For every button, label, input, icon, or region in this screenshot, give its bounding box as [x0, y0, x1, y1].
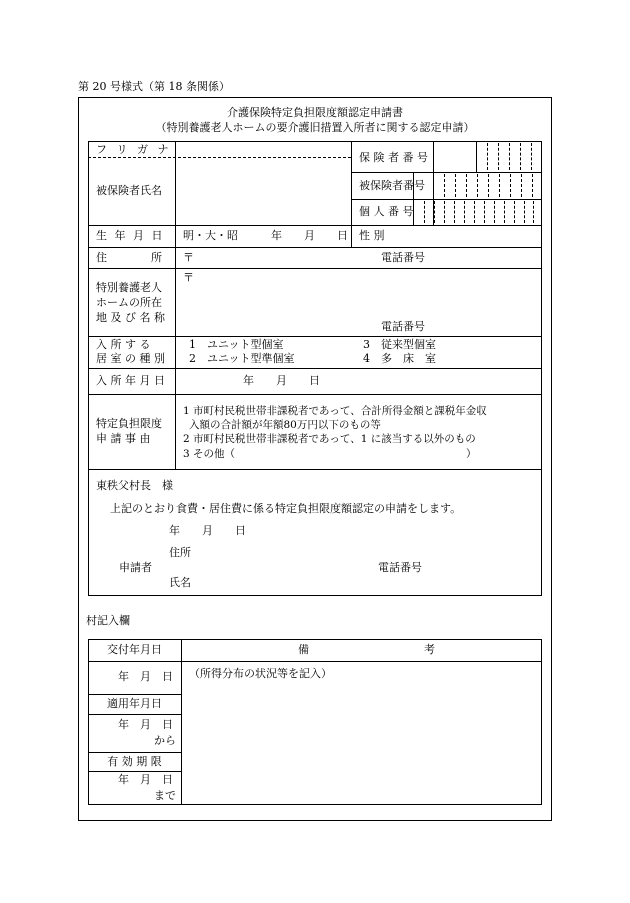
apply-date-value: 年 月 日 — [118, 718, 173, 731]
admission-date-label: 入 所 年 月 日 — [96, 374, 165, 387]
addressee: 東秩父村長 様 — [96, 479, 173, 492]
applicant-phone-label: 電話番号 — [378, 561, 422, 574]
validity-label: 有 効 期 限 — [107, 755, 162, 768]
room-option-multi-bed: 4 多 床 室 — [363, 352, 436, 365]
apply-from-label: から — [154, 734, 176, 747]
birth-date-label: 生 年 月 日 — [96, 229, 165, 242]
applicant-name-label: 氏名 — [169, 576, 191, 589]
validity-date-value: 年 月 日 — [118, 773, 173, 786]
declaration-date: 年 月 日 — [169, 524, 246, 537]
reason-1: 1 市町村民税世帯非課税者であって、合計所得金額と課税年金収 — [183, 405, 487, 417]
admission-date-value: 年 月 日 — [243, 374, 320, 387]
insurer-number-label: 保 険 者 番 号 — [359, 151, 428, 164]
reason-3: 3 その他（ ） — [183, 448, 477, 460]
room-option-unit-private: 1 ユニット型個室 — [189, 338, 284, 351]
facility-label-1: 特別養護老人 — [96, 281, 162, 294]
facility-label-3: 地 及 び 名 称 — [96, 311, 165, 324]
form-title: 介護保険特定負担限度額認定申請書 — [227, 106, 403, 119]
form-subtitle: （特別養護老人ホームの要介護旧措置入所者に関する認定申請） — [155, 121, 475, 134]
room-type-label-2: 居 室 の 種 別 — [96, 352, 165, 365]
postal-mark: 〒 — [183, 251, 194, 264]
apply-date-label: 適用年月日 — [107, 697, 162, 710]
personal-number-label: 個 人 番 号 — [359, 205, 414, 218]
facility-postal-mark: 〒 — [183, 271, 194, 284]
room-type-label-1: 入 所 す る — [96, 338, 151, 351]
facility-label-2: ホームの所在 — [96, 296, 162, 309]
form-number: 第 20 号様式（第 18 条関係） — [78, 80, 230, 93]
room-option-conventional-private: 3 従来型個室 — [363, 338, 436, 351]
reason-1-cont: 入額の合計額が年額80万円以下のもの等 — [189, 419, 381, 431]
remarks-label-1: 備 — [298, 643, 309, 656]
issue-date-value: 年 月 日 — [118, 670, 173, 683]
reason-2: 2 市町村民税世帯非課税者であって、1 に該当する以外のもの — [183, 433, 476, 445]
address-phone-label: 電話番号 — [381, 251, 425, 264]
sex-label: 性 別 — [359, 229, 385, 242]
remarks-label-2: 考 — [424, 643, 435, 656]
remarks-note: （所得分布の状況等を記入） — [189, 667, 332, 680]
room-option-unit-semi-private: 2 ユニット型準個室 — [189, 352, 295, 365]
birth-date-value: 明・大・昭 年 月 日 — [183, 229, 348, 242]
village-section-heading: 村記入欄 — [86, 614, 130, 627]
facility-phone-label: 電話番号 — [381, 320, 425, 333]
furigana-label: フ リ ガ ナ — [96, 143, 172, 156]
address-label: 住 所 — [96, 251, 162, 264]
validity-until-label: まで — [154, 789, 176, 802]
insured-number-label: 被保険者番号 — [359, 179, 425, 192]
declaration-statement: 上記のとおり食費・居住費に係る特定負担限度額認定の申請をします。 — [110, 502, 462, 515]
issue-date-label: 交付年月日 — [107, 643, 162, 656]
applicant-address-label: 住所 — [169, 546, 191, 559]
insured-name-label: 被保険者氏名 — [96, 184, 162, 197]
reason-label-1: 特定負担限度 — [96, 417, 162, 430]
applicant-label: 申請者 — [119, 561, 152, 574]
reason-label-2: 申 請 事 由 — [96, 432, 151, 445]
